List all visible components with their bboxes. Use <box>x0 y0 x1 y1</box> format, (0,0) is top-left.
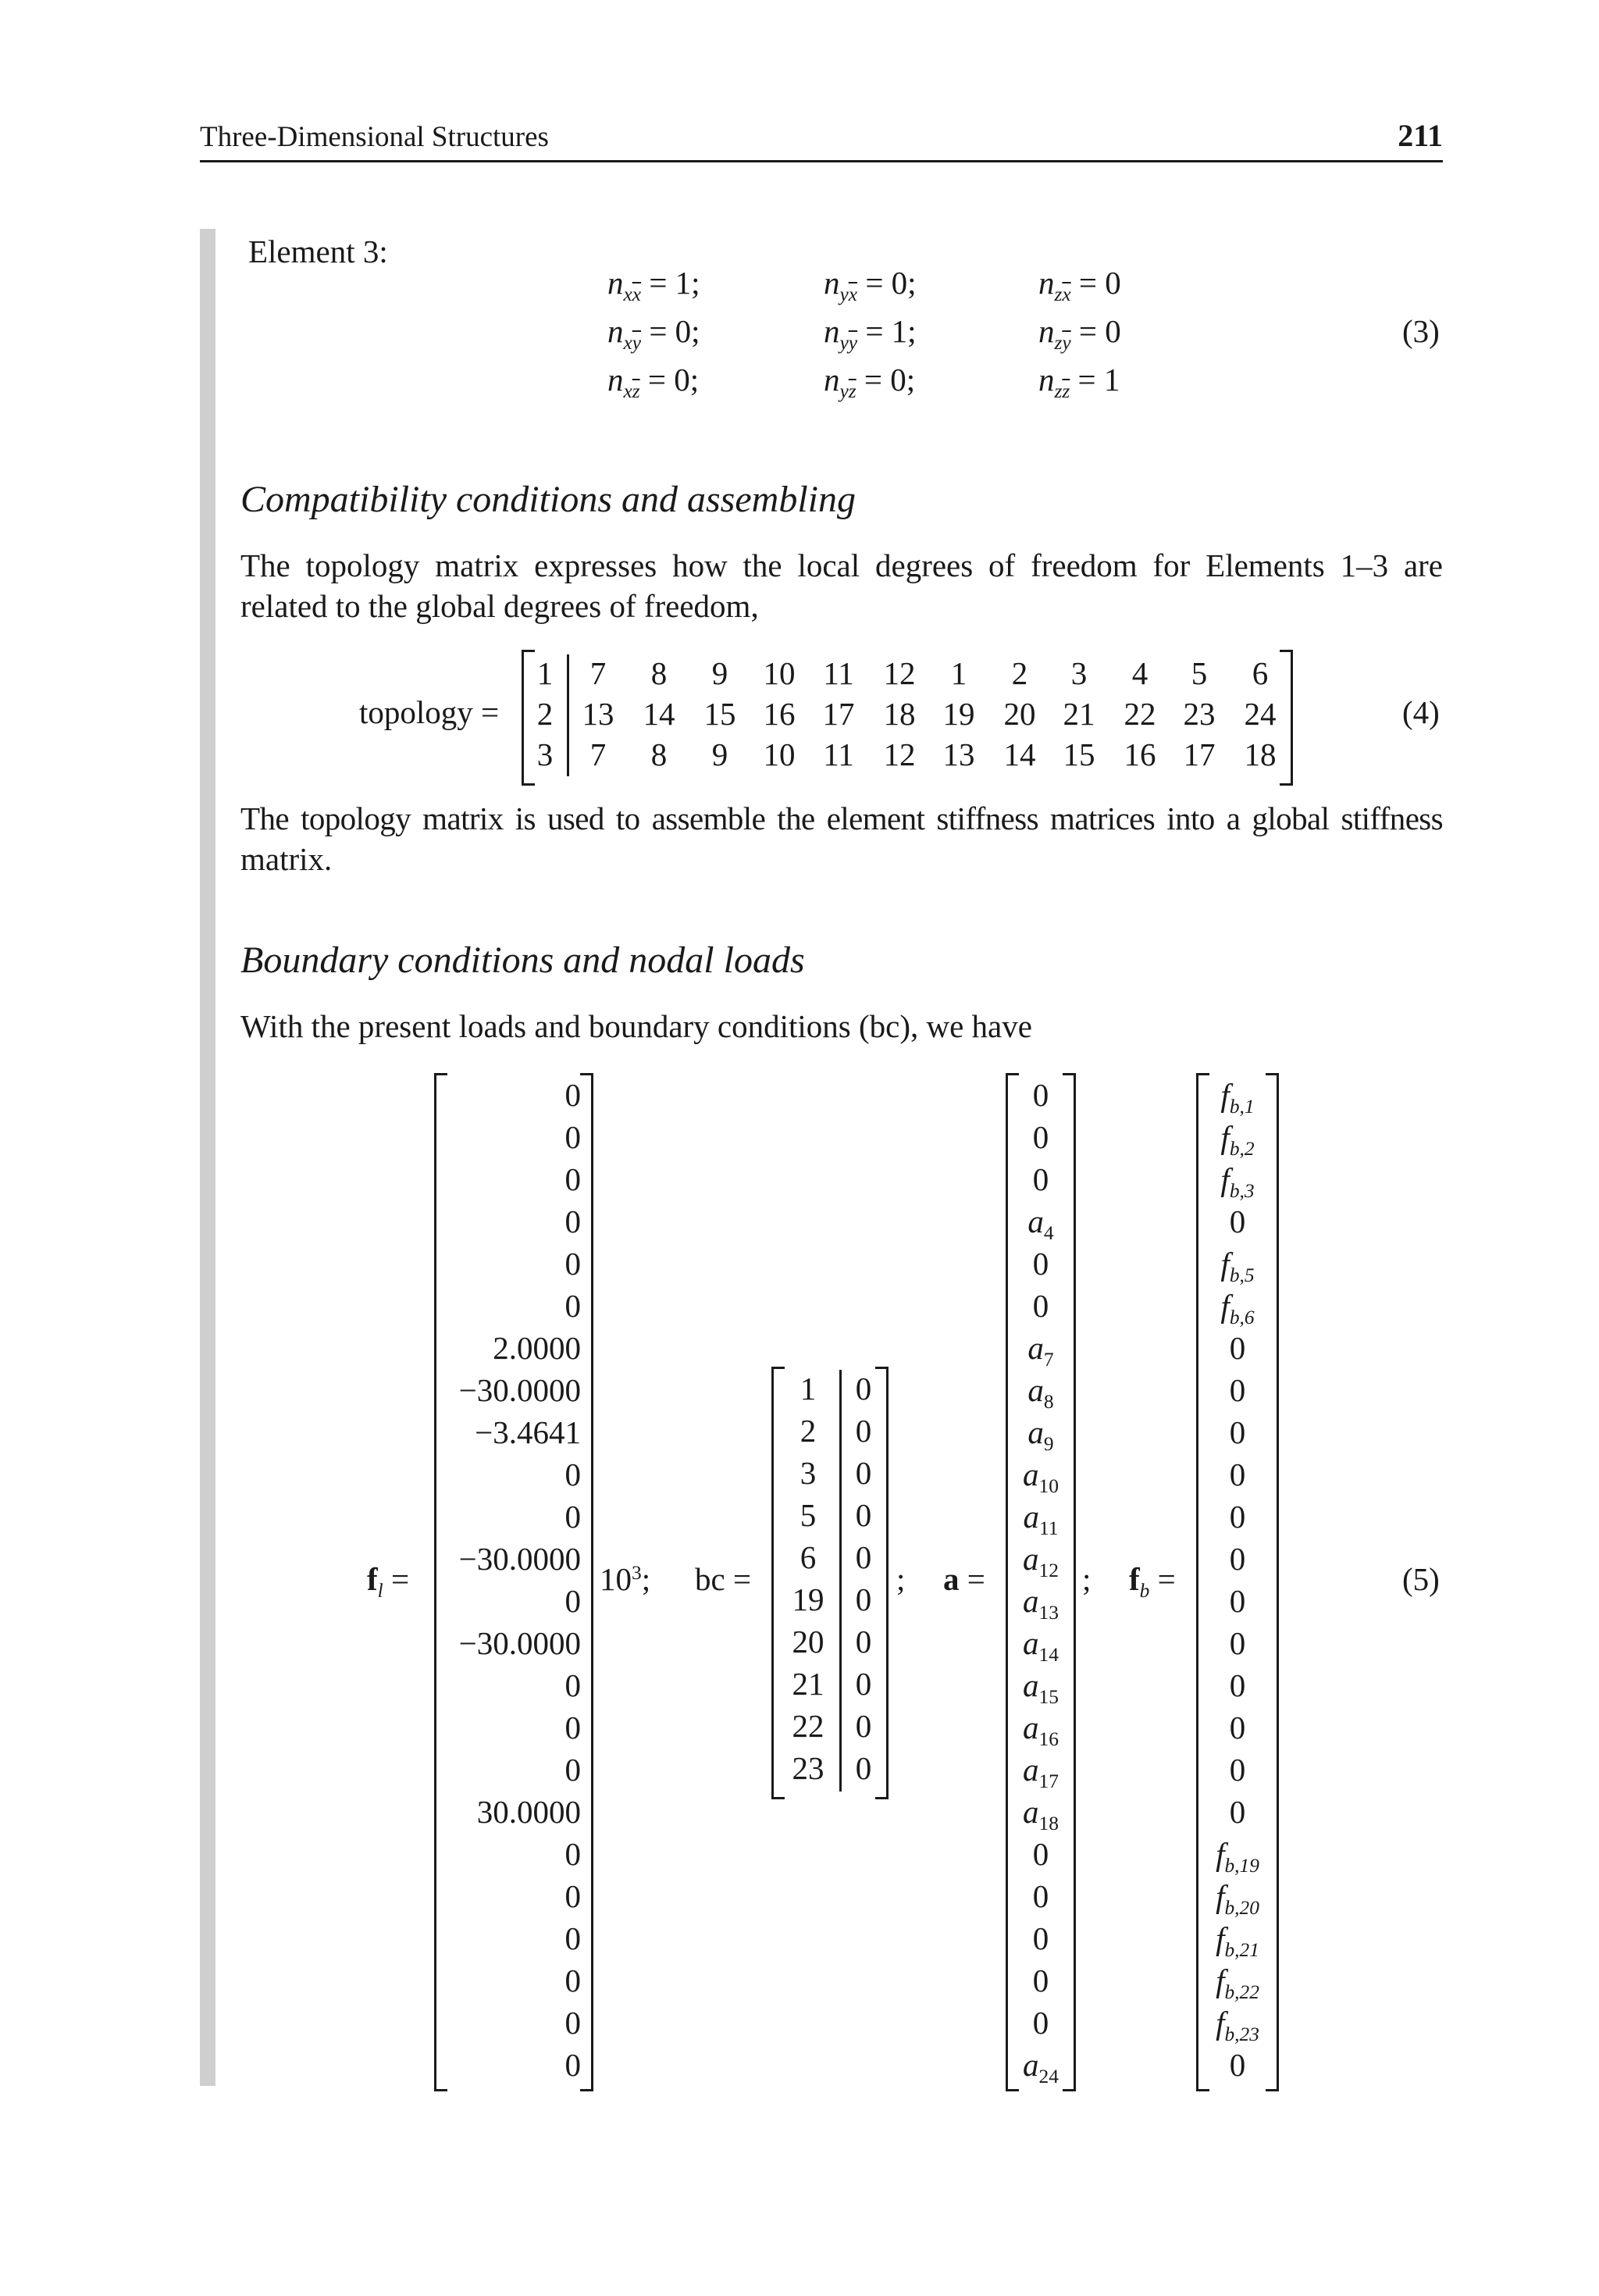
matrix-cell: 19 <box>792 1581 824 1617</box>
vector-entry: $a_{24}$ <box>1023 2047 1059 2087</box>
running-title: Three-Dimensional Structures <box>200 121 549 153</box>
n-yy-equation: $n_{y\overline{y}} = 1$; <box>824 313 917 354</box>
vector-entry: 0 <box>564 1710 581 1745</box>
matrix-cell: 13 <box>942 736 975 772</box>
matrix-cell: 12 <box>883 736 916 772</box>
section-heading-compatibility: Compatibility conditions and assembling <box>240 479 856 520</box>
n-zz-equation: $n_{z\overline{z}} = 1$ <box>1038 362 1120 402</box>
vector-entry: 0 <box>1032 2005 1049 2041</box>
vector-entry: 0 <box>564 1288 581 1324</box>
matrix-cell: 23 <box>1183 696 1216 732</box>
paragraph-line: matrix. <box>240 841 333 877</box>
n-zx-equation: $n_{z\overline{x}} = 0$ <box>1038 265 1121 305</box>
vector-entry: 0 <box>564 1878 581 1914</box>
matrix-cell: 10 <box>763 736 796 772</box>
vector-entry: $a_4$ <box>1027 1203 1054 1244</box>
vector-entry: $f_{b,21}$ <box>1216 1920 1259 1961</box>
vector-entry: 0 <box>564 1920 581 1956</box>
matrix-cell: 6 <box>1252 655 1269 691</box>
vector-entry: 0 <box>564 2047 581 2083</box>
vector-entry: $f_{b,1}$ <box>1220 1077 1255 1118</box>
vector-entry: 0 <box>1229 2047 1246 2083</box>
vector-entry: 0 <box>1032 1836 1049 1872</box>
matrix-cell: 16 <box>763 696 796 732</box>
matrix-cell: 21 <box>1063 696 1095 732</box>
matrix-cell: 16 <box>1124 736 1156 772</box>
vector-entry: $a_{18}$ <box>1023 1794 1059 1834</box>
vector-entry: $a_{14}$ <box>1023 1625 1059 1666</box>
matrix-cell: 6 <box>800 1539 817 1575</box>
matrix-cell: 5 <box>1191 655 1208 691</box>
matrix-cell: 22 <box>1124 696 1156 732</box>
vector-entry: 0 <box>1229 1372 1246 1408</box>
matrix-cell: 0 <box>855 1413 872 1449</box>
matrix-cell: 21 <box>792 1666 824 1702</box>
vector-entry: $f_{b,6}$ <box>1220 1288 1255 1328</box>
n-xz-equation: $n_{x\overline{z}} = 0$; <box>607 362 700 402</box>
vector-entry: 0 <box>564 1499 581 1535</box>
matrix-cell: 18 <box>883 696 916 732</box>
vector-entry: $f_{b,22}$ <box>1216 1963 1259 2003</box>
scale-factor: $10^3$; <box>600 1561 651 1597</box>
paragraph-line: The topology matrix is used to assemble the element stiffness matrices into a global stiffness <box>240 800 1443 836</box>
matrix-cell: 7 <box>589 655 607 691</box>
vector-entry: $f_{b,20}$ <box>1216 1878 1259 1919</box>
vector-entry: 0 <box>1032 1920 1049 1956</box>
vector-entry: 0 <box>1229 1583 1246 1619</box>
vector-entry: 0 <box>1229 1456 1246 1492</box>
vector-entry: 0 <box>1229 1625 1246 1661</box>
vector-entry: $a_{16}$ <box>1023 1710 1059 1750</box>
a-label: a = <box>943 1561 985 1597</box>
matrix-cell: 10 <box>763 655 796 691</box>
matrix-cell: 15 <box>703 696 736 732</box>
matrix-cell: 2 <box>800 1413 817 1449</box>
matrix-cell: 0 <box>855 1708 872 1744</box>
matrix-cell: 19 <box>942 696 975 732</box>
vector-entry: 0 <box>1032 1878 1049 1914</box>
matrix-cell: 0 <box>855 1497 872 1533</box>
vector-entry: $a_9$ <box>1027 1414 1054 1455</box>
matrix-cell: 15 <box>1063 736 1095 772</box>
section-heading-boundary: Boundary conditions and nodal loads <box>240 939 805 981</box>
paragraph-line: With the present loads and boundary conditions (bc), we have <box>240 1008 1032 1044</box>
vector-entry: 0 <box>1229 1203 1246 1239</box>
matrix-cell: 24 <box>1244 696 1277 732</box>
vector-entry: −3.4641 <box>475 1414 581 1450</box>
vector-entry: 0 <box>1032 1119 1049 1155</box>
header-rule <box>200 160 1443 162</box>
n-zy-equation: $n_{z\overline{y}} = 0$ <box>1038 313 1121 354</box>
matrix-cell: 4 <box>1131 655 1149 691</box>
matrix-cell: 2 <box>536 696 554 732</box>
vector-entry: $a_{10}$ <box>1023 1456 1059 1497</box>
vector-entry: 0 <box>1229 1330 1246 1366</box>
vector-entry: $f_{b,3}$ <box>1220 1161 1255 1202</box>
vector-entry: 0 <box>564 1836 581 1872</box>
vector-entry: $a_8$ <box>1027 1372 1054 1413</box>
matrix-cell: 0 <box>855 1371 872 1406</box>
page-number: 211 <box>1398 118 1443 153</box>
matrix-cell: 20 <box>1003 696 1036 732</box>
matrix-cell: 3 <box>536 736 554 772</box>
bc-label: bc = <box>695 1561 752 1597</box>
bc-separator <box>839 1370 842 1792</box>
vector-entry: 0 <box>1229 1710 1246 1745</box>
matrix-cell: 0 <box>855 1455 872 1491</box>
vector-entry: 0 <box>564 1161 581 1197</box>
matrix-cell: 0 <box>855 1624 872 1660</box>
vector-entry: 0 <box>1229 1499 1246 1535</box>
vector-entry: $a_{17}$ <box>1023 1752 1059 1792</box>
vector-entry: $f_{b,2}$ <box>1220 1119 1255 1160</box>
matrix-cell: 0 <box>855 1539 872 1575</box>
matrix-cell: 8 <box>650 736 668 772</box>
matrix-cell: 18 <box>1244 736 1277 772</box>
matrix-cell: 1 <box>950 655 967 691</box>
equation-number-4: (4) <box>1402 694 1440 730</box>
vector-entry: $a_{13}$ <box>1023 1583 1059 1624</box>
matrix-cell: 1 <box>800 1371 817 1406</box>
matrix-cell: 9 <box>711 655 728 691</box>
matrix-cell: 12 <box>883 655 916 691</box>
vector-entry: 0 <box>1229 1541 1246 1577</box>
vector-entry: 0 <box>564 1119 581 1155</box>
vector-entry: 0 <box>564 1203 581 1239</box>
vector-entry: −30.0000 <box>458 1625 581 1661</box>
vector-entry: 0 <box>1229 1794 1246 1830</box>
element3-label: Element 3: <box>248 234 388 269</box>
vector-entry: 0 <box>564 1077 581 1113</box>
n-xx-equation: $n_{x\overline{x}} = 1$; <box>607 265 700 305</box>
vector-entry: 0 <box>1032 1288 1049 1324</box>
matrix-cell: 17 <box>1183 736 1216 772</box>
vector-entry: $a_{15}$ <box>1023 1667 1059 1708</box>
vector-entry: −30.0000 <box>458 1541 581 1577</box>
matrix-cell: 13 <box>582 696 614 732</box>
n-yx-equation: $n_{y\overline{x}} = 0$; <box>824 265 917 305</box>
vector-entry: $f_{b,23}$ <box>1216 2005 1259 2045</box>
vector-entry: 0 <box>564 1752 581 1788</box>
paragraph-line: related to the global degrees of freedom, <box>240 588 759 624</box>
matrix-cell: 14 <box>643 696 675 732</box>
matrix-cell: 0 <box>855 1750 872 1786</box>
vector-entry: 30.0000 <box>476 1794 581 1830</box>
vector-entry: 0 <box>1229 1414 1246 1450</box>
vector-entry: 0 <box>564 1456 581 1492</box>
paragraph-line: The topology matrix expresses how the local degrees of freedom for Elements 1–3 are <box>240 547 1443 583</box>
separator: ; <box>1082 1561 1092 1597</box>
matrix-cell: 14 <box>1003 736 1036 772</box>
vector-entry: 0 <box>564 1667 581 1703</box>
vector-entry: 0 <box>564 2005 581 2041</box>
vector-entry: 0 <box>564 1583 581 1619</box>
matrix-cell: 0 <box>855 1581 872 1617</box>
separator: ; <box>896 1561 906 1597</box>
vector-entry: 2.0000 <box>493 1330 581 1366</box>
vector-entry: 0 <box>564 1246 581 1282</box>
vector-entry: 0 <box>1229 1667 1246 1703</box>
vector-entry: 0 <box>564 1963 581 1998</box>
matrix-cell: 8 <box>650 655 668 691</box>
vector-entry: 0 <box>1032 1963 1049 1998</box>
matrix-cell: 23 <box>792 1750 824 1786</box>
matrix-cell: 17 <box>822 696 855 732</box>
matrix-cell: 11 <box>823 736 854 772</box>
equation-number-5: (5) <box>1402 1561 1440 1597</box>
vector-entry: $a_7$ <box>1027 1330 1054 1371</box>
matrix-cell: 20 <box>792 1624 824 1660</box>
matrix-cell: 5 <box>800 1497 817 1533</box>
matrix-cell: 2 <box>1011 655 1028 691</box>
equation-number-3: (3) <box>1402 313 1440 349</box>
matrix-cell: 1 <box>536 655 554 691</box>
topology-label: topology = <box>359 694 500 730</box>
fl-label: $f_l$ = <box>367 1561 410 1602</box>
matrix-cell: 22 <box>792 1708 824 1744</box>
matrix-cell: 3 <box>1070 655 1088 691</box>
vector-entry: −30.0000 <box>458 1372 581 1408</box>
matrix-cell: 7 <box>589 736 607 772</box>
matrix-cell: 3 <box>800 1455 817 1491</box>
n-yz-equation: $n_{y\overline{z}} = 0$; <box>824 362 916 402</box>
vector-entry: $a_{12}$ <box>1023 1541 1059 1581</box>
fl-right-bracket <box>580 1073 593 2091</box>
vector-entry: 0 <box>1032 1246 1049 1282</box>
vector-entry: 0 <box>1229 1752 1246 1788</box>
vector-entry: 0 <box>1032 1161 1049 1197</box>
vector-entry: 0 <box>1032 1077 1049 1113</box>
vector-entry: $f_{b,19}$ <box>1216 1836 1259 1877</box>
vector-entry: $f_{b,5}$ <box>1220 1246 1255 1286</box>
vector-entry: $a_{11}$ <box>1023 1499 1059 1539</box>
margin-bar <box>200 229 215 2086</box>
matrix-cell: 11 <box>823 655 854 691</box>
n-xy-equation: $n_{x\overline{y}} = 0$; <box>607 313 700 354</box>
fb-label: $f_b$ = <box>1129 1561 1176 1602</box>
matrix-cell: 9 <box>711 736 728 772</box>
matrix-cell: 0 <box>855 1666 872 1702</box>
